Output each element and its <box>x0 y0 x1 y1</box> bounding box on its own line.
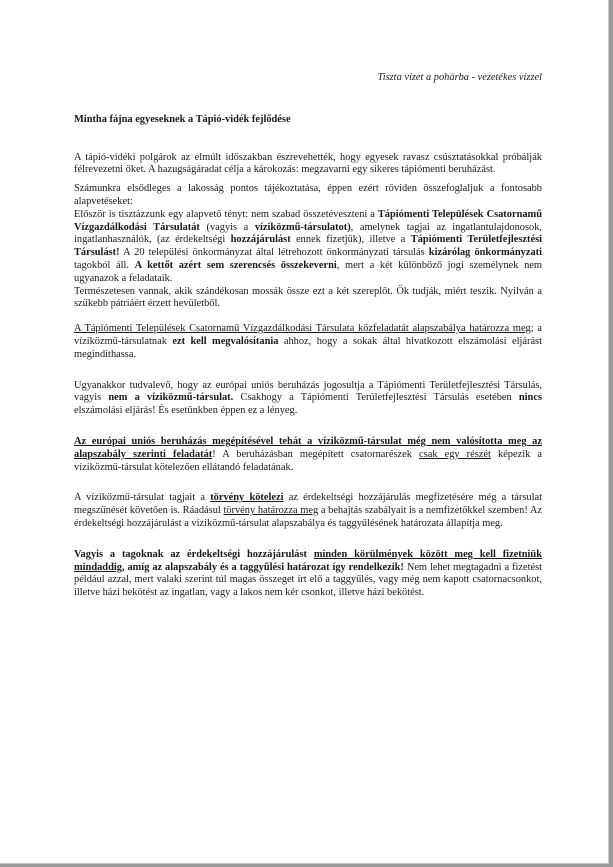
bold-run: Tápiómenti Települések Csatornamű Vízgazdálkodási Társulatát <box>74 208 542 233</box>
paragraph-conclusion <box>74 549 542 600</box>
header-tagline: Tiszta vizet a pohárba - vezetékes vízzel <box>377 72 542 83</box>
text-run: Ugyanakkor tudvalevő, hogy az európai uniós beruházás jogosultja a Tápiómenti Területfejlesztési Társulás, vagyis <box>74 379 542 404</box>
bold-run: nincs <box>518 392 542 404</box>
text-run: Csakhogy a Tápiómenti Területfejlesztési Társulás esetében <box>233 392 519 404</box>
text-run: ahhoz, hogy a sokak által hivatkozott elszámolási eljárást megindíthassa. <box>74 335 542 360</box>
bold-underlined-run: minden körülmények között meg kell fizetniük mindaddig <box>74 548 542 573</box>
text-run: képezik a víziközmű-társulat kötelezően ellátandó feladatának. <box>74 448 542 473</box>
underlined-run: A Tápiómenti Települések Csatornamű Vízgazdálkodási Társulata közfeladatát alapszabálya határozza meg <box>74 323 531 335</box>
document-content <box>74 72 542 600</box>
bold-run: Vagyis a tagoknak az érdekeltségi hozzájárulást <box>74 548 314 560</box>
bold-run: A kettőt azért sem szerencsés összekeverni <box>134 259 337 271</box>
paragraph-confusion: Természetesen vannak, akik szándékosan mossák össze ezt a két szereplőt. Ők tudják, miért teszik. Nyilván a szűkebb pátriáért érzett hevületből. <box>74 285 542 310</box>
bold-underlined-run: törvény kötelezi <box>210 492 284 504</box>
text-run: Először is tisztázzunk egy alapvető tényt: nem szabad összetéveszteni a <box>74 208 378 220</box>
bold-underlined-run: Az európai uniós beruházás megépítésével tehát a víziközmű-társulat még nem valósította meg az alapszabály szerinti feladatát <box>74 435 542 460</box>
text-run: A víziközmű-társulat tagjait a <box>74 492 211 504</box>
paragraph-intro: A tápió-vidéki polgárok az elmúlt időszakban észrevehették, hogy egyesek ravasz csúsztatásokkal próbálják félrevezetni őket. A hazugságáradat célja a károkozás: megzavarni egy sikeres tápiómenti beruházást. <box>74 151 542 176</box>
text-run: (vagyis a <box>199 221 255 233</box>
underlined-run: törvény határozza meg <box>223 505 319 517</box>
bold-run: ezt kell megvalósítania <box>172 335 279 347</box>
text-run: tagokból áll. <box>74 259 135 271</box>
text-run: , amelynek tagjai az ingatlantulajdonosok, ingatlanhasználók, (az érdekeltségi <box>74 221 543 246</box>
text-run: ennek fizetjük), illetve a <box>290 234 411 246</box>
paragraph-purpose: Számunkra elsődleges a lakosság pontos tájékoztatása, éppen ezért röviden összefoglaljuk a fontosabb alapvetéseket: <box>74 183 542 207</box>
bold-run: kizárólag önkormányzati <box>428 247 542 259</box>
bold-run: , amíg az alapszabály és a taggyűlési határozat így rendelkezik! <box>121 561 404 573</box>
text-run: A 20 települési önkormányzat által létrehozott önkormányzati társulás <box>119 247 429 259</box>
paragraph-law-obligation <box>74 492 542 530</box>
bold-run: víziközmű-társulatot) <box>254 221 351 233</box>
paragraph-eu-beneficiary <box>74 380 542 418</box>
article-title: Mintha fájna egyeseknek a Tápió-vidék fejlődése <box>74 113 291 125</box>
paragraph-eu-investment <box>74 436 542 474</box>
text-run: ; a víziközmű-társulatnak <box>74 323 542 347</box>
text-run: Nem lehet megtagadni a fizetést például azzal, mert valaki szerint túl magas összeget írt elő a taggyűlés, vagy még nem kapott csatornacsonkot, illetve házi bekötést az ingatlan, vagy a lakos nem kér csonkot, illetve házi bekötést. <box>74 561 542 599</box>
underlined-run: csak egy részét <box>419 448 491 460</box>
paragraph-clarification <box>74 209 542 286</box>
text-run: ! A beruházásban megépített csatornarészek <box>212 448 420 460</box>
paragraph-statute <box>74 323 542 361</box>
text-run: elszámolási eljárás! És esetünkben éppen ez a lényeg. <box>74 405 298 417</box>
text-run: az érdekeltségi hozzájárulás megfizetésére még a társulat megszűnését követően is. Ráadásul <box>74 492 542 517</box>
bold-run: Tápiómenti Területfejlesztési Társulást! <box>74 234 542 259</box>
text-run: , mert a két különböző jogi személynek nem ugyanazok a feladataik. <box>74 259 543 284</box>
bold-run: nem a víziközmű-társulat. <box>108 392 234 404</box>
bold-run: hozzájárulást <box>230 234 291 246</box>
text-run: a behajtás szabályait is a nemfizetőkkel szemben! Az érdekeltségi hozzájárulást a víziközmű-társulat alapszabálya és taggyűlésének határozata állapítja meg. <box>74 505 542 529</box>
